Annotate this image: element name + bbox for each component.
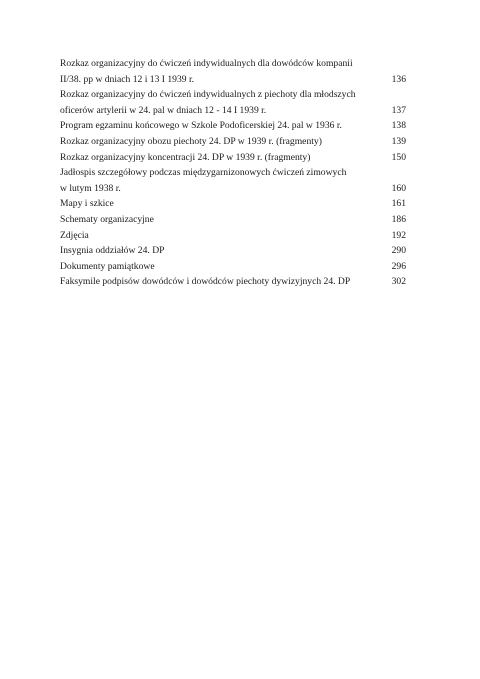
toc-entry xyxy=(60,87,406,118)
toc-entry-title-line: Zdjęcia xyxy=(60,229,89,241)
toc-entry-page-number: 160 xyxy=(391,182,406,194)
toc-entry-title-line: Mapy i szkice xyxy=(60,198,114,210)
toc-entry-page-number: 290 xyxy=(391,245,406,257)
toc-entry xyxy=(60,212,406,228)
toc-entry-title-line: Faksymile podpisów dowódców i dowódców piechoty dywizyjnych 24. DP xyxy=(60,276,351,288)
toc-entry-title-line: Schematy organizacyjne xyxy=(60,213,154,225)
toc-entry-page-number: 150 xyxy=(391,151,406,163)
toc-entry xyxy=(60,150,406,166)
table-of-contents xyxy=(60,56,406,290)
toc-entry-title-line: Program egzaminu końcowego w Szkole Podoficerskiej 24. pal w 1936 r. xyxy=(60,120,342,132)
toc-entry xyxy=(60,274,406,290)
toc-entry-title-line: w lutym 1938 r. xyxy=(60,182,121,194)
toc-entry xyxy=(60,134,406,150)
toc-entry xyxy=(60,243,406,259)
toc-entry xyxy=(60,259,406,275)
toc-entry-title-line: Jadłospis szczegółowy podczas międzygarnizonowych ćwiczeń zimowych xyxy=(60,167,347,179)
toc-entry-title-line: Rozkaz organizacyjny do ćwiczeń indywidualnych z piechoty dla młodszych xyxy=(60,89,356,101)
toc-entry-page-number: 161 xyxy=(391,198,406,210)
toc-entry-title-line: Dokumenty pamiątkowe xyxy=(60,260,155,272)
toc-entry-title-line: II/38. pp w dniach 12 i 13 I 1939 r. xyxy=(60,73,195,85)
toc-entry-title-line: Rozkaz organizacyjny obozu piechoty 24. DP w 1939 r. (fragmenty) xyxy=(60,135,322,147)
toc-entry-page-number: 186 xyxy=(391,213,406,225)
toc-entry-page-number: 137 xyxy=(391,104,406,116)
toc-entry-page-number: 138 xyxy=(391,120,406,132)
toc-entry-page-number: 302 xyxy=(391,276,406,288)
toc-entry-page-number: 296 xyxy=(391,260,406,272)
toc-entry xyxy=(60,165,406,196)
toc-entry xyxy=(60,56,406,87)
toc-entry xyxy=(60,118,406,134)
toc-entry-title-line: Insygnia oddziałów 24. DP xyxy=(60,245,165,257)
toc-entry-page-number: 136 xyxy=(391,73,406,85)
toc-entry-title-line: Rozkaz organizacyjny do ćwiczeń indywidualnych dla dowódców kompanii xyxy=(60,58,353,69)
toc-entry-page-number: 139 xyxy=(391,135,406,147)
toc-entry xyxy=(60,196,406,212)
toc-entry xyxy=(60,228,406,244)
toc-entry-title-line: Rozkaz organizacyjny koncentracji 24. DP w 1939 r. (fragmenty) xyxy=(60,151,311,163)
toc-entry-title-line: oficerów artylerii w 24. pal w dniach 12 - 14 I 1939 r. xyxy=(60,104,267,116)
toc-entry-page-number: 192 xyxy=(391,229,406,241)
